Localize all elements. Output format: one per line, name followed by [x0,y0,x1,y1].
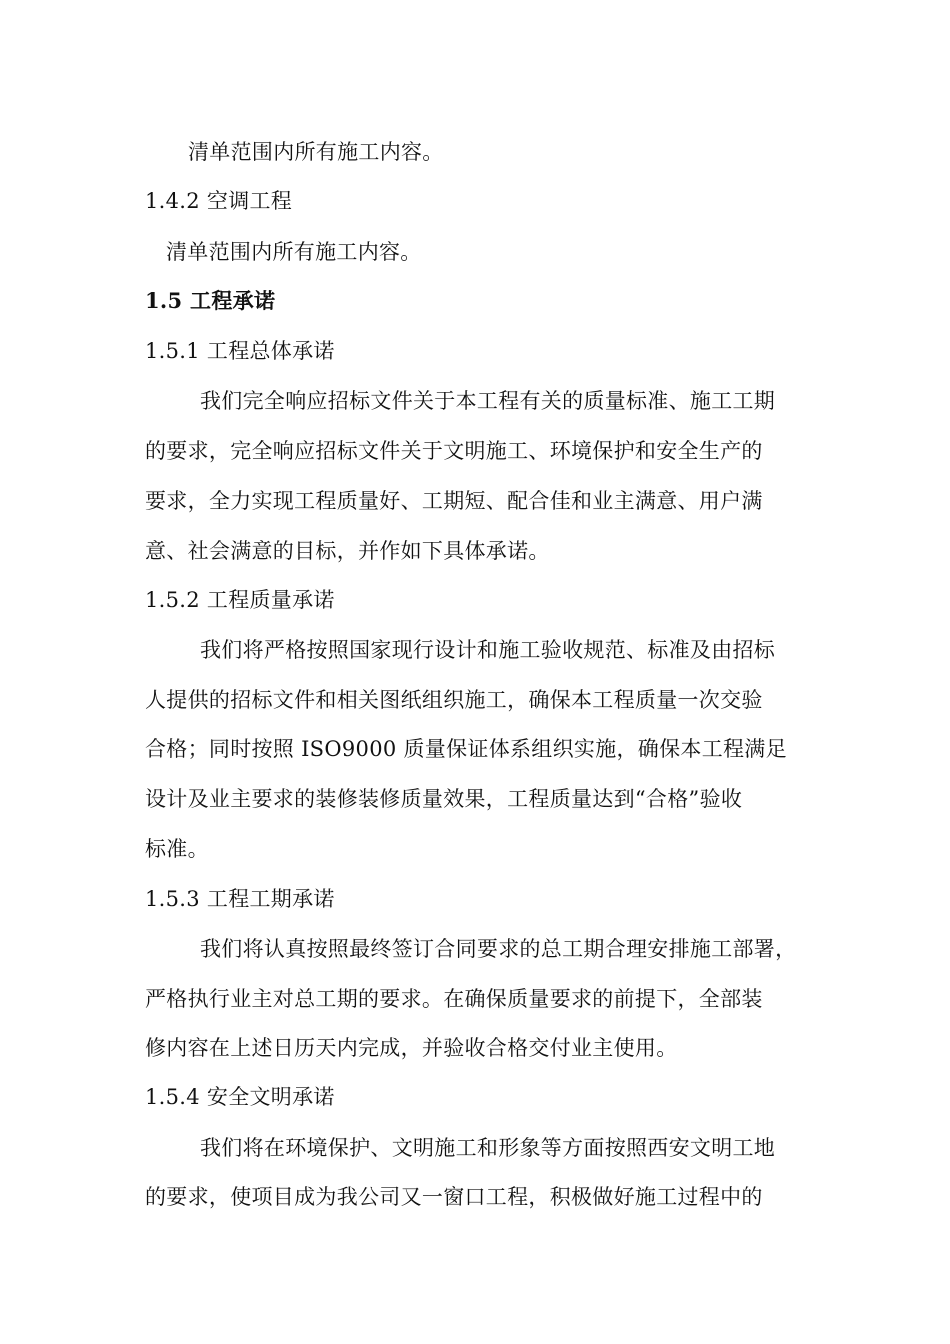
paragraph-line: 我们完全响应招标文件关于本工程有关的质量标准、施工工期 [200,389,776,413]
paragraph-line: 的要求，使项目成为我公司又一窗口工程，积极做好施工过程中的 [145,1185,763,1209]
subsection-heading: 1.5.3 工程工期承诺 [145,887,335,911]
paragraph-line: 人提供的招标文件和相关图纸组织施工，确保本工程质量一次交验 [145,688,763,712]
paragraph-line: 我们将在环境保护、文明施工和形象等方面按照西安文明工地 [200,1136,776,1160]
subsection-heading: 1.5.4 安全文明承诺 [145,1085,335,1109]
text-line: 清单范围内所有施工内容。 [188,140,444,164]
paragraph-line: 严格执行业主对总工期的要求。在确保质量要求的前提下，全部装 [145,987,763,1011]
paragraph-line: 的要求，完全响应招标文件关于文明施工、环境保护和安全生产的 [145,439,763,463]
paragraph-line: 设计及业主要求的装修装修质量效果，工程质量达到“合格”验收 [145,787,743,811]
paragraph-line: 我们将严格按照国家现行设计和施工验收规范、标准及由招标 [200,638,776,662]
paragraph-line: 标准。 [145,837,209,861]
subsection-heading: 1.4.2 空调工程 [145,189,293,213]
paragraph-line: 我们将认真按照最终签订合同要求的总工期合理安排施工部署， [200,937,797,961]
subsection-heading: 1.5.1 工程总体承诺 [145,339,335,363]
paragraph-line: 修内容在上述日历天内完成，并验收合格交付业主使用。 [145,1036,678,1060]
paragraph-line: 意、社会满意的目标，并作如下具体承诺。 [145,539,550,563]
subsection-heading: 1.5.2 工程质量承诺 [145,588,335,612]
paragraph-line: 合格；同时按照 ISO9000 质量保证体系组织实施，确保本工程满足 [145,737,787,761]
paragraph-line: 要求，全力实现工程质量好、工期短、配合佳和业主满意、用户满 [145,489,763,513]
text-line: 清单范围内所有施工内容。 [166,240,422,264]
section-heading: 1.5 工程承诺 [145,288,276,313]
